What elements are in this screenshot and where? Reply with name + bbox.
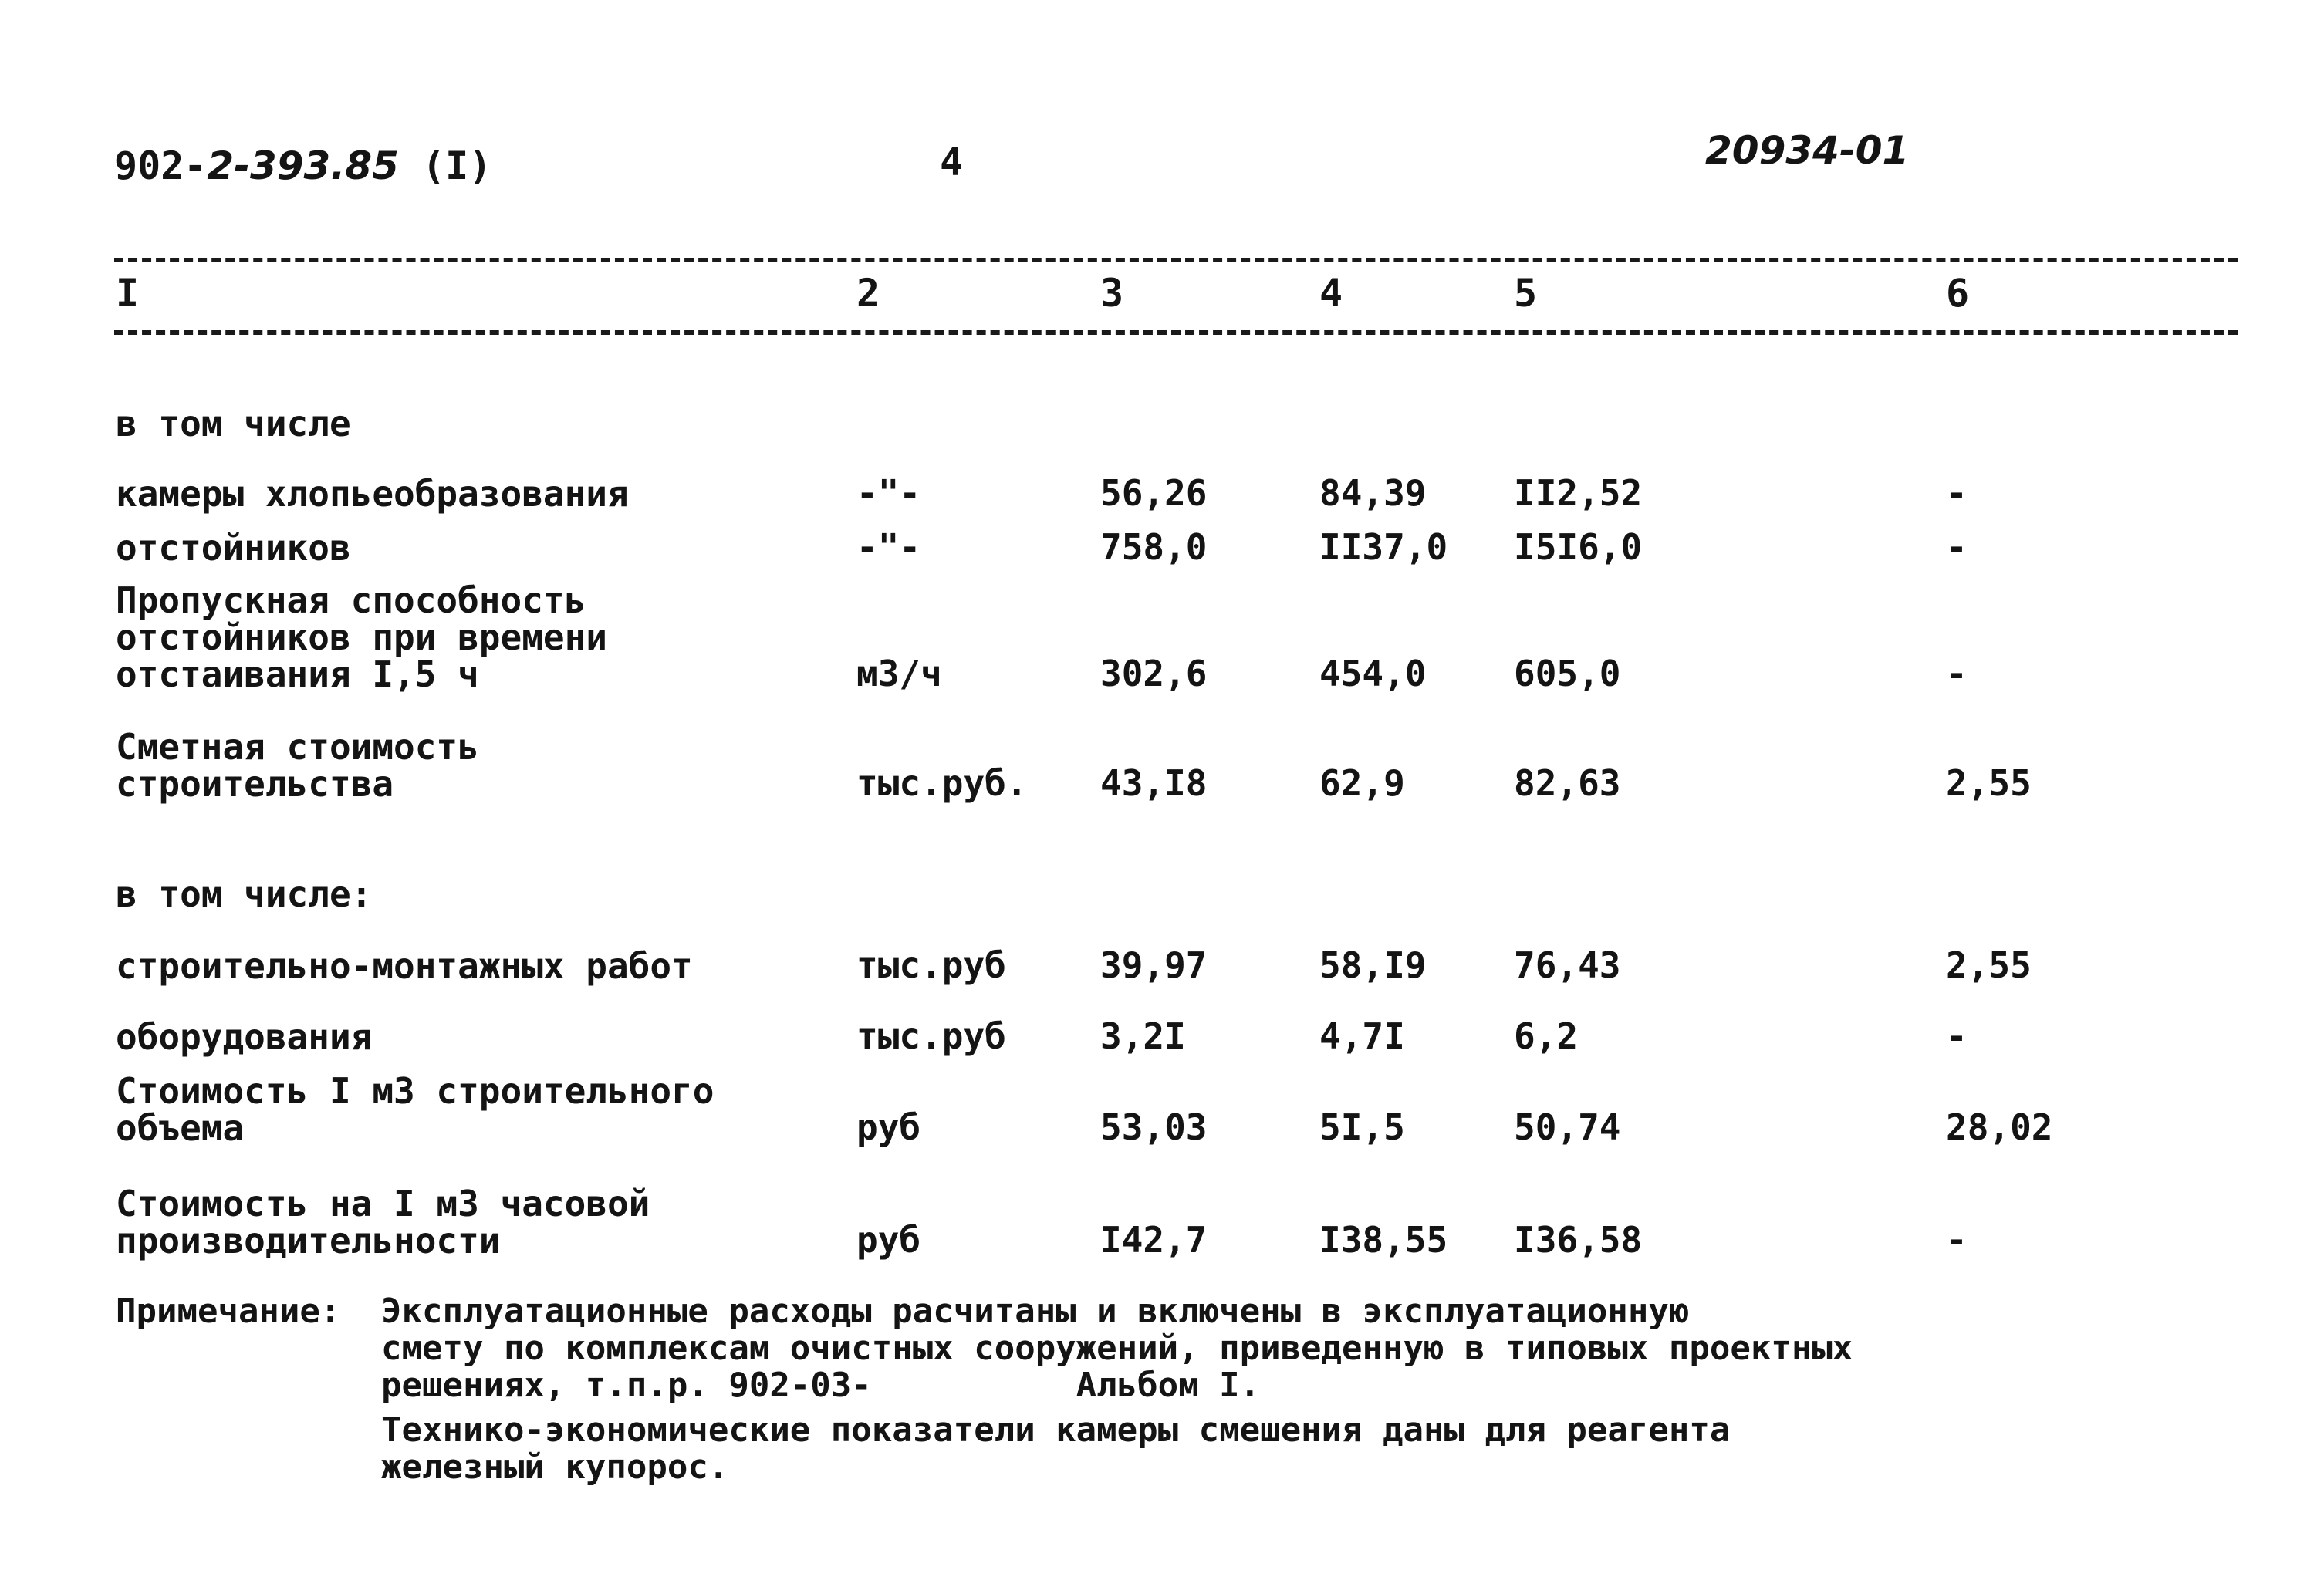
value-cell-6: - bbox=[1946, 472, 1968, 514]
row-label: Стоимость I м3 строительного объема bbox=[116, 1070, 714, 1149]
value-cell-6: - bbox=[1946, 653, 1968, 694]
value-cell-4: II37,0 bbox=[1319, 526, 1448, 568]
value-cell-3: 302,6 bbox=[1100, 653, 1208, 694]
row-label: камеры хлопьеобразования bbox=[116, 473, 629, 515]
value-cell-3: 3,2I bbox=[1100, 1015, 1186, 1057]
note-paragraph-2 bbox=[381, 1412, 1730, 1486]
document-code-prefix: 902- bbox=[114, 144, 208, 188]
column-header-3: 3 bbox=[1100, 271, 1124, 316]
note-paragraph-1 bbox=[381, 1293, 1853, 1404]
unit-cell: тыс.руб bbox=[856, 1015, 1006, 1057]
value-cell-4: 84,39 bbox=[1319, 472, 1427, 514]
value-cell-5: 50,74 bbox=[1514, 1106, 1621, 1148]
document-code-handwritten: 2-393.85 bbox=[207, 144, 399, 188]
unit-cell: тыс.руб bbox=[856, 944, 1006, 986]
unit-cell: -"- bbox=[856, 526, 921, 568]
value-cell-4: 5I,5 bbox=[1319, 1106, 1405, 1148]
value-cell-6: - bbox=[1946, 1015, 1968, 1057]
value-cell-5: I36,58 bbox=[1514, 1219, 1643, 1261]
value-cell-3: 43,I8 bbox=[1100, 762, 1208, 804]
row-label: строительно-монтажных работ bbox=[116, 945, 693, 987]
note-line: смету по комплексам очистных сооружений, приведенную в типовых проектных bbox=[381, 1329, 1853, 1368]
value-cell-4: 62,9 bbox=[1319, 762, 1405, 804]
value-cell-5: 6,2 bbox=[1514, 1015, 1579, 1057]
row-label: отстойников bbox=[116, 527, 351, 569]
value-cell-3: 758,0 bbox=[1100, 526, 1208, 568]
row-label: в том числе bbox=[116, 403, 351, 444]
value-cell-3: I42,7 bbox=[1100, 1219, 1208, 1261]
unit-cell: тыс.руб. bbox=[856, 762, 1028, 804]
row-label: Пропускная способность отстойников при времени отстаивания I,5 ч bbox=[116, 579, 607, 695]
document-code-suffix: (I) bbox=[422, 144, 492, 188]
row-label: в том числе: bbox=[116, 873, 373, 915]
value-cell-5: 605,0 bbox=[1514, 653, 1621, 694]
value-cell-5: I5I6,0 bbox=[1514, 526, 1643, 568]
value-cell-6: 2,55 bbox=[1946, 762, 2032, 804]
value-cell-5: II2,52 bbox=[1514, 472, 1643, 514]
document-code bbox=[114, 144, 492, 188]
note-line: железный купорос. bbox=[381, 1447, 729, 1487]
value-cell-3: 53,03 bbox=[1100, 1106, 1208, 1148]
column-header-5: 5 bbox=[1514, 271, 1538, 316]
column-header-6: 6 bbox=[1946, 271, 1970, 316]
note-line: Технико-экономические показатели камеры смешения даны для реагента bbox=[381, 1410, 1731, 1450]
header-rule-top bbox=[114, 258, 2238, 262]
value-cell-6: - bbox=[1946, 1219, 1968, 1261]
value-cell-3: 56,26 bbox=[1100, 472, 1208, 514]
value-cell-6: - bbox=[1946, 526, 1968, 568]
note-line: решениях, т.п.р. 902-03- Альбом I. bbox=[381, 1366, 1261, 1405]
value-cell-5: 82,63 bbox=[1514, 762, 1621, 804]
note-label: Примечание: bbox=[116, 1292, 341, 1331]
note-line: Эксплуатационные расходы расчитаны и включены в эксплуатационную bbox=[381, 1292, 1690, 1331]
value-cell-3: 39,97 bbox=[1100, 944, 1208, 986]
value-cell-6: 2,55 bbox=[1946, 944, 2032, 986]
page-number: 4 bbox=[940, 140, 964, 184]
row-label: оборудования bbox=[116, 1016, 373, 1058]
value-cell-4: I38,55 bbox=[1319, 1219, 1448, 1261]
column-header-2: 2 bbox=[856, 271, 880, 316]
value-cell-4: 4,7I bbox=[1319, 1015, 1405, 1057]
column-header-4: 4 bbox=[1319, 271, 1343, 316]
unit-cell: -"- bbox=[856, 472, 921, 514]
value-cell-4: 58,I9 bbox=[1319, 944, 1427, 986]
column-header-1: I bbox=[116, 271, 140, 316]
value-cell-6: 28,02 bbox=[1946, 1106, 2053, 1148]
unit-cell: руб bbox=[856, 1106, 921, 1148]
value-cell-5: 76,43 bbox=[1514, 944, 1621, 986]
unit-cell: м3/ч bbox=[856, 653, 942, 694]
row-label: Сметная стоимость строительства bbox=[116, 726, 479, 805]
unit-cell: руб bbox=[856, 1219, 921, 1261]
header-rule-bottom bbox=[114, 330, 2238, 335]
sheet-code: 20934-01 bbox=[1705, 128, 1910, 173]
value-cell-4: 454,0 bbox=[1319, 653, 1427, 694]
row-label: Стоимость на I м3 часовой производительности bbox=[116, 1183, 650, 1261]
